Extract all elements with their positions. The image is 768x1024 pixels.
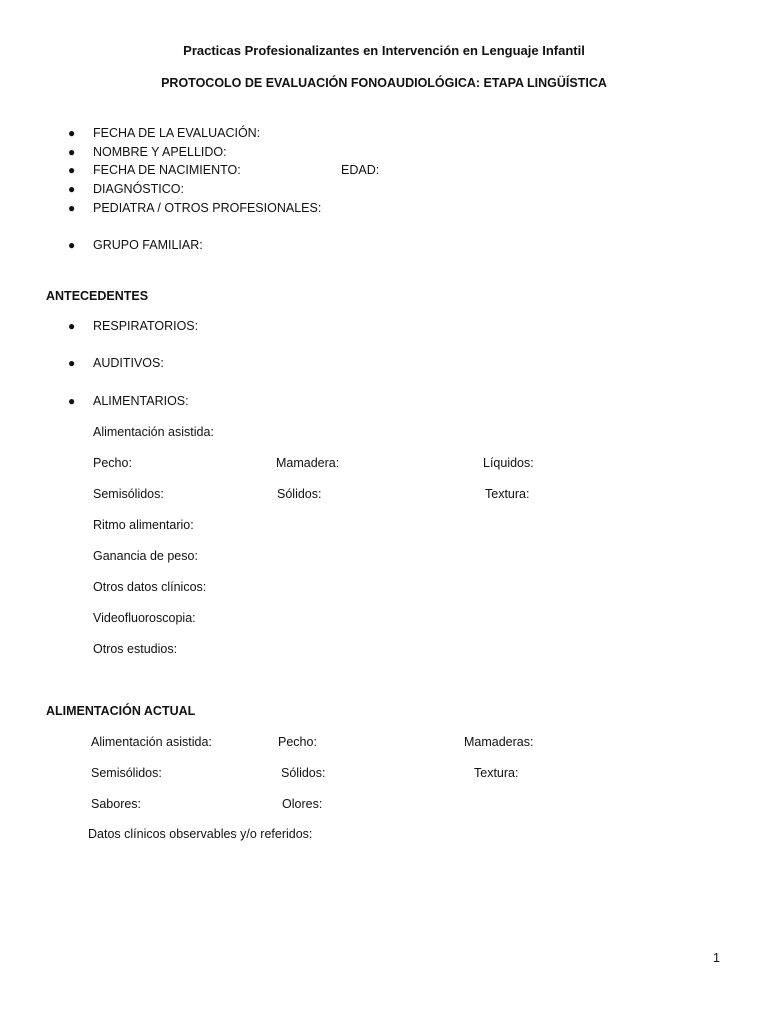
field-alimentarios: ALIMENTARIOS: <box>93 394 189 408</box>
field-edad: EDAD: <box>341 163 380 177</box>
field-actual-mamaderas: Mamaderas: <box>464 735 534 749</box>
field-fecha-nacimiento: FECHA DE NACIMIENTO: <box>93 163 241 177</box>
field-ganancia-peso: Ganancia de peso: <box>93 549 198 563</box>
bullet-icon: ● <box>68 126 76 140</box>
field-auditivos: AUDITIVOS: <box>93 356 164 370</box>
field-actual-olores: Olores: <box>282 797 323 811</box>
section-heading-antecedentes: ANTECEDENTES <box>46 289 149 303</box>
field-pecho: Pecho: <box>93 456 132 470</box>
document-title: Practicas Profesionalizantes en Intervención en Lenguaje Infantil <box>183 43 585 58</box>
page-number: 1 <box>713 951 720 965</box>
field-liquidos: Líquidos: <box>483 456 534 470</box>
section-heading-alimentacion-actual: ALIMENTACIÓN ACTUAL <box>46 704 196 718</box>
field-mamadera: Mamadera: <box>276 456 340 470</box>
field-respiratorios: RESPIRATORIOS: <box>93 319 199 333</box>
bullet-icon: ● <box>68 356 76 370</box>
field-actual-semisolidos: Semisólidos: <box>91 766 162 780</box>
bullet-icon: ● <box>68 163 76 177</box>
field-actual-datos-clinicos: Datos clínicos observables y/o referidos: <box>88 827 313 841</box>
field-grupo-familiar: GRUPO FAMILIAR: <box>93 238 203 252</box>
bullet-icon: ● <box>68 145 76 159</box>
field-otros-datos: Otros datos clínicos: <box>93 580 207 594</box>
bullet-icon: ● <box>68 182 76 196</box>
field-diagnostico: DIAGNÓSTICO: <box>93 182 184 196</box>
field-otros-estudios: Otros estudios: <box>93 642 178 656</box>
field-pediatra: PEDIATRA / OTROS PROFESIONALES: <box>93 201 322 215</box>
field-actual-textura: Textura: <box>474 766 519 780</box>
field-semisolidos: Semisólidos: <box>93 487 164 501</box>
field-videofluoroscopia: Videofluoroscopia: <box>93 611 196 625</box>
field-nombre: NOMBRE Y APELLIDO: <box>93 145 227 159</box>
bullet-icon: ● <box>68 319 76 333</box>
field-actual-pecho: Pecho: <box>278 735 317 749</box>
bullet-icon: ● <box>68 238 76 252</box>
field-fecha-evaluacion: FECHA DE LA EVALUACIÓN: <box>93 126 261 140</box>
bullet-icon: ● <box>68 394 76 408</box>
field-solidos: Sólidos: <box>277 487 322 501</box>
document-subtitle: PROTOCOLO DE EVALUACIÓN FONOAUDIOLÓGICA: ETAPA LINGÜÍSTICA <box>161 76 607 90</box>
field-alimentacion-asistida: Alimentación asistida: <box>93 425 214 439</box>
field-ritmo-alimentario: Ritmo alimentario: <box>93 518 194 532</box>
bullet-icon: ● <box>68 201 76 215</box>
field-actual-sabores: Sabores: <box>91 797 142 811</box>
field-actual-alimentacion-asistida: Alimentación asistida: <box>91 735 212 749</box>
field-actual-solidos: Sólidos: <box>281 766 326 780</box>
field-textura: Textura: <box>485 487 530 501</box>
